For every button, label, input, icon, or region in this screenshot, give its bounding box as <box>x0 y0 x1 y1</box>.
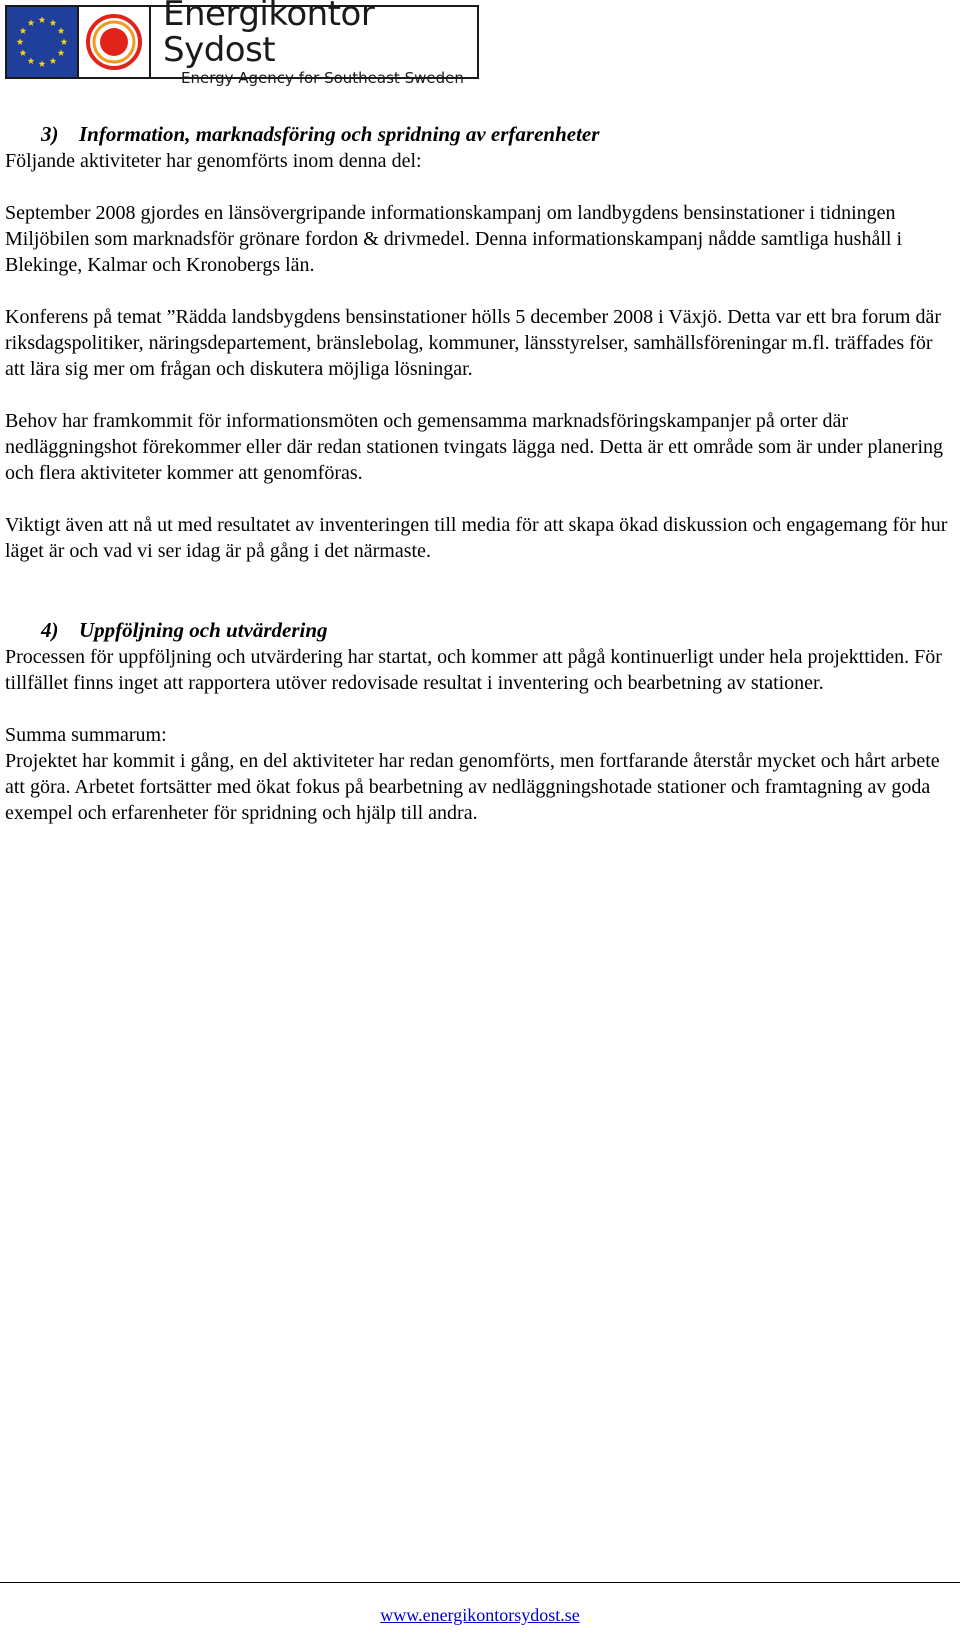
section-4-paragraph: Processen för uppföljning och utvärdering har startat, och kommer att pågå kontinuerligt under hela projekttiden. För tillfället finns inget att rapportera utöver redovisade resultat i inventering och bearbetning av stationer. <box>5 646 942 694</box>
eu-star-icon <box>58 49 65 56</box>
eu-star-icon <box>20 27 27 34</box>
eu-star-icon <box>20 49 27 56</box>
document-body <box>5 120 950 852</box>
logo-name: Energikontor Sydost <box>163 0 375 70</box>
eu-stars-icon <box>7 7 77 77</box>
header-logo <box>5 0 479 87</box>
eu-star-icon <box>28 19 35 26</box>
eu-star-icon <box>50 19 57 26</box>
eu-star-icon <box>39 60 46 67</box>
footer-divider <box>0 1582 960 1583</box>
section-3-paragraph: Behov har framkommit för informationsmöten och gemensamma marknadsföringskampanjer på orter där nedläggningshot förekommer eller där redan stationen tvingats lägga ned. Detta är ett område som är under planering och flera aktiviteter kommer att genomföras. <box>5 410 944 484</box>
section-3-title: Information, marknadsföring och spridning av erfarenheter <box>79 122 600 146</box>
section-3-paragraph: Viktigt även att nå ut med resultatet av inventeringen till media för att skapa ökad diskussion och engagemang för hur läget är och vad vi ser idag är på gång i det närmaste. <box>5 514 948 562</box>
summary-label: Summa summarum: <box>5 724 167 746</box>
summary-text: Projektet har kommit i gång, en del aktiviteter har redan genomförts, men fortfarande återstår mycket och hårt arbete att göra. Arbetet fortsätter med ökat fokus på bearbetning av nedläggningshotade stationer och framtagning av goda exempel och erfarenheter för spridning och hjälp till andra. <box>5 750 940 824</box>
eu-star-icon <box>17 38 24 45</box>
footer-website-link[interactable]: www.energikontorsydost.se <box>380 1605 580 1625</box>
section-4-title: Uppföljning och utvärdering <box>79 618 328 642</box>
section-4-heading <box>5 616 950 644</box>
eu-star-icon <box>61 38 68 45</box>
logo-text <box>151 0 477 87</box>
eu-flag-icon <box>7 7 79 77</box>
section-3-number: 3) <box>41 122 59 146</box>
eu-star-icon <box>39 16 46 23</box>
eu-star-icon <box>28 57 35 64</box>
section-4-number: 4) <box>41 618 59 642</box>
eu-star-icon <box>50 57 57 64</box>
section-3-paragraph: Konferens på temat ”Rädda landsbygdens bensinstationer hölls 5 december 2008 i Växjö. Detta var ett bra forum där riksdagspolitiker, näringsdepartement, bränslebolag, kommuner, länsstyrelser, samhällsföreningar m.fl. träffades för att lära sig mer om frågan och diskutera möjliga lösningar. <box>5 306 942 380</box>
logo-tagline: Energy Agency for Southeast Sweden <box>181 69 464 87</box>
eu-star-icon <box>58 27 65 34</box>
section-3-paragraph: September 2008 gjordes en länsövergripande informationskampanj om landbygdens bensinstationer i tidningen Miljöbilen som marknadsför grönare fordon & drivmedel. Denna informationskampanj nådde samtliga hushåll i Blekinge, Kalmar och Kronobergs län. <box>5 202 903 276</box>
section-3-intro: Följande aktiviteter har genomförts inom denna del: <box>5 150 422 172</box>
sun-logo-icon <box>79 7 151 77</box>
section-3-heading <box>5 120 950 148</box>
